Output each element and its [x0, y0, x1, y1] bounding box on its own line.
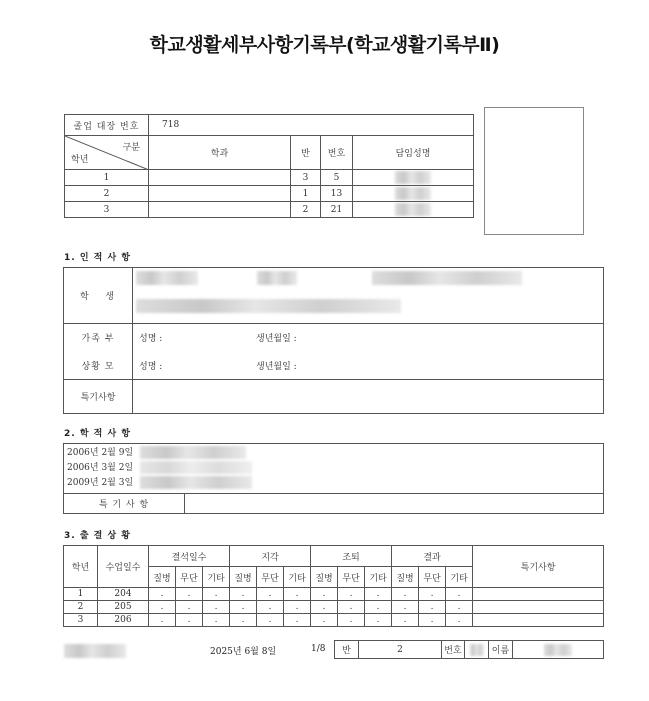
count-cell: .: [419, 601, 446, 614]
count-cell: .: [392, 601, 419, 614]
father-name-label: 성명 :: [139, 334, 163, 345]
footer-number-label: 번호: [442, 641, 465, 659]
count-cell: .: [203, 601, 230, 614]
count-cell: .: [392, 614, 419, 627]
class-cell: 3: [291, 170, 321, 186]
count-cell: .: [311, 601, 338, 614]
attendance-days-header: 수업일수: [98, 546, 149, 588]
footer-student-table: [334, 640, 604, 659]
personal-info-table: [63, 267, 604, 414]
redacted-block: [395, 203, 431, 216]
sub-header-other: 기타: [203, 567, 230, 588]
academic-remarks-value: [185, 494, 604, 514]
count-cell: .: [446, 614, 473, 627]
graduation-number-label: 졸업 대장 번호: [65, 115, 149, 136]
sub-header-illness: 질병: [311, 567, 338, 588]
entry-date: 2006년 2월 9일: [67, 448, 134, 458]
section-heading-personal: 1. 인 적 사 항: [64, 253, 131, 263]
count-cell: .: [257, 614, 284, 627]
count-cell: .: [149, 588, 176, 601]
school-name-redacted: [64, 644, 126, 658]
count-cell: .: [230, 588, 257, 601]
sub-header-illness: 질병: [392, 567, 419, 588]
family-label-mother: 상황 모: [64, 352, 133, 380]
redacted-block: [544, 644, 572, 656]
father-birth-label: 생년월일 :: [256, 334, 297, 345]
academic-remarks-label: 특 기 사 항: [64, 494, 185, 514]
family-label-father: 가족 부: [64, 324, 133, 352]
table-row: [65, 186, 474, 202]
footer-class-label: 반: [335, 641, 359, 659]
count-cell: .: [203, 588, 230, 601]
count-cell: .: [338, 601, 365, 614]
count-cell: .: [365, 601, 392, 614]
remarks-cell: [473, 614, 604, 627]
number-cell: 21: [321, 202, 353, 218]
absence-header: 결석일수: [149, 546, 230, 567]
attendance-grade-header: 학년: [64, 546, 98, 588]
page-indicator: 1/8: [311, 644, 326, 654]
department-cell: [149, 170, 291, 186]
mother-name-label: 성명 :: [139, 361, 163, 372]
grade-label: 학년: [71, 155, 89, 165]
count-cell: .: [284, 588, 311, 601]
count-cell: .: [365, 588, 392, 601]
grade-cell: 1: [64, 588, 98, 601]
mother-row: [133, 352, 604, 380]
days-cell: 205: [98, 601, 149, 614]
redacted-block: [257, 271, 297, 285]
entry-date: 2009년 2월 3일: [67, 478, 134, 488]
count-cell: .: [446, 601, 473, 614]
footer-name-label: 이름: [489, 641, 513, 659]
remarks-cell: [473, 601, 604, 614]
count-cell: .: [176, 588, 203, 601]
academic-entries: [64, 444, 604, 494]
category-label: 구분: [122, 143, 140, 153]
count-cell: .: [230, 601, 257, 614]
sub-header-unexcused: 무단: [419, 567, 446, 588]
redacted-block: [470, 644, 484, 656]
count-cell: .: [284, 601, 311, 614]
academic-entry: [67, 446, 600, 461]
sub-header-other: 기타: [365, 567, 392, 588]
document-title: 학교생활세부사항기록부(학교생활기록부Ⅱ): [149, 34, 500, 56]
count-cell: .: [311, 614, 338, 627]
sub-header-illness: 질병: [230, 567, 257, 588]
number-header: 번호: [321, 136, 353, 170]
days-cell: 204: [98, 588, 149, 601]
table-row: [65, 170, 474, 186]
student-label: 학 생: [64, 268, 133, 324]
count-cell: .: [311, 588, 338, 601]
count-cell: .: [338, 588, 365, 601]
grade-cell: 3: [65, 202, 149, 218]
number-cell: 5: [321, 170, 353, 186]
sub-header-unexcused: 무단: [257, 567, 284, 588]
father-row: [133, 324, 604, 352]
table-row: [65, 202, 474, 218]
redacted-block: [372, 271, 522, 285]
sub-header-unexcused: 무단: [338, 567, 365, 588]
number-cell: 13: [321, 186, 353, 202]
teacher-cell-redacted: [353, 202, 474, 218]
count-cell: .: [149, 601, 176, 614]
count-cell: .: [419, 614, 446, 627]
department-cell: [149, 202, 291, 218]
entry-date: 2006년 3월 2일: [67, 463, 134, 473]
redacted-block: [136, 299, 401, 313]
grade-cell: 2: [64, 601, 98, 614]
count-cell: .: [203, 614, 230, 627]
teacher-cell-redacted: [353, 170, 474, 186]
redacted-block: [136, 271, 198, 285]
count-cell: .: [257, 601, 284, 614]
section-heading-academic: 2. 학 적 사 항: [64, 429, 131, 439]
redacted-block: [140, 476, 252, 489]
academic-entry: [67, 476, 600, 491]
academic-record-table: [63, 443, 604, 514]
count-cell: .: [149, 614, 176, 627]
attendance-remarks-header: 특기사항: [473, 546, 604, 588]
redacted-block: [395, 171, 431, 184]
personal-remarks-label: 특기사항: [64, 380, 133, 414]
days-cell: 206: [98, 614, 149, 627]
count-cell: .: [176, 601, 203, 614]
section-heading-attendance: 3. 출 결 상 황: [64, 531, 131, 541]
grade-cell: 1: [65, 170, 149, 186]
sub-header-other: 기타: [284, 567, 311, 588]
count-cell: .: [284, 614, 311, 627]
class-header: 반: [291, 136, 321, 170]
department-cell: [149, 186, 291, 202]
count-cell: .: [446, 588, 473, 601]
missed-class-header: 결과: [392, 546, 473, 567]
academic-entry: [67, 461, 600, 476]
sub-header-unexcused: 무단: [176, 567, 203, 588]
count-cell: .: [176, 614, 203, 627]
sub-header-illness: 질병: [149, 567, 176, 588]
teacher-cell-redacted: [353, 186, 474, 202]
table-row: [64, 601, 604, 614]
graduation-number-value: 718: [149, 115, 474, 136]
footer-name-value: [513, 641, 604, 659]
attendance-table: [63, 545, 604, 627]
grade-cell: 2: [65, 186, 149, 202]
count-cell: .: [392, 588, 419, 601]
department-header: 학과: [149, 136, 291, 170]
grade-category-header: [65, 136, 149, 170]
table-row: [64, 614, 604, 627]
redacted-block: [140, 461, 252, 474]
personal-remarks-value: [133, 380, 604, 414]
count-cell: .: [230, 614, 257, 627]
student-info-table: [64, 114, 474, 218]
count-cell: .: [419, 588, 446, 601]
class-cell: 1: [291, 186, 321, 202]
count-cell: .: [365, 614, 392, 627]
remarks-cell: [473, 588, 604, 601]
student-details-redacted: [133, 268, 604, 324]
mother-birth-label: 생년월일 :: [256, 361, 297, 372]
late-header: 지각: [230, 546, 311, 567]
class-cell: 2: [291, 202, 321, 218]
count-cell: .: [257, 588, 284, 601]
footer-class-value: 2: [359, 641, 442, 659]
footer-number-value: [465, 641, 489, 659]
sub-header-other: 기타: [446, 567, 473, 588]
redacted-block: [140, 446, 246, 459]
early-leave-header: 조퇴: [311, 546, 392, 567]
table-row: [64, 588, 604, 601]
print-date: 2025년 6월 8일: [210, 647, 277, 657]
grade-cell: 3: [64, 614, 98, 627]
count-cell: .: [338, 614, 365, 627]
teacher-header: 담임성명: [353, 136, 474, 170]
photo-box: [484, 107, 584, 235]
redacted-block: [395, 187, 431, 200]
